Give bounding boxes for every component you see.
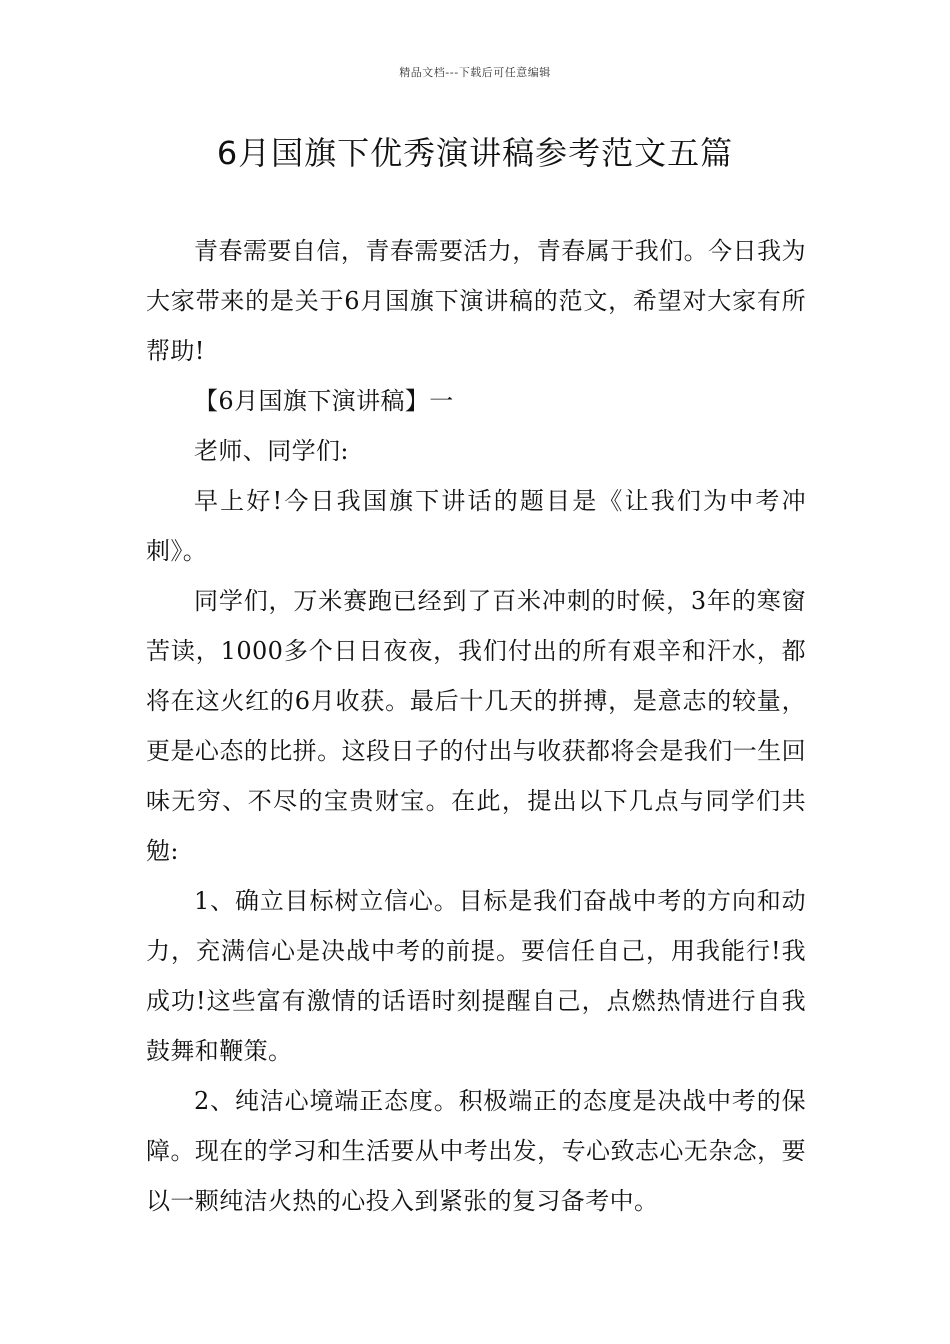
header-note: 精品文档---下载后可任意编辑 bbox=[399, 66, 551, 79]
document-body bbox=[146, 226, 806, 1226]
paragraph-intro: 青春需要自信，青春需要活力，青春属于我们。今日我为大家带来的是关于6月国旗下演讲稿的范文，希望对大家有所帮助! bbox=[146, 237, 806, 365]
document-title: 6月国旗下优秀演讲稿参考范文五篇 bbox=[216, 134, 734, 172]
paragraph-section-heading: 【6月国旗下演讲稿】一 bbox=[194, 387, 454, 415]
paragraph-greeting: 早上好!今日我国旗下讲话的题目是《让我们为中考冲刺》。 bbox=[146, 487, 806, 565]
paragraph-salutation: 老师、同学们: bbox=[194, 437, 349, 465]
paragraph-point-1: 1、确立目标树立信心。目标是我们奋战中考的方向和动力，充满信心是决战中考的前提。要信任自己，用我能行!我成功!这些富有激情的话语时刻提醒自己，点燃热情进行自我鼓舞和鞭策。 bbox=[146, 887, 806, 1065]
paragraph-main: 同学们，万米赛跑已经到了百米冲刺的时候，3年的寒窗苦读，1000多个日日夜夜，我们付出的所有艰辛和汗水，都将在这火红的6月收获。最后十几天的拼搏，是意志的较量，更是心态的比拼。这段日子的付出与收获都将会是我们一生回味无穷、不尽的宝贵财宝。在此，提出以下几点与同学们共勉: bbox=[146, 587, 806, 865]
paragraph-point-2: 2、纯洁心境端正态度。积极端正的态度是决战中考的保障。现在的学习和生活要从中考出发，专心致志心无杂念，要以一颗纯洁火热的心投入到紧张的复习备考中。 bbox=[146, 1087, 806, 1215]
